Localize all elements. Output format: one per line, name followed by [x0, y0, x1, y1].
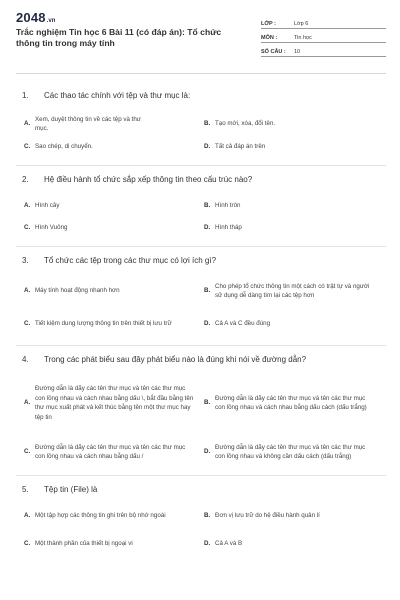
option-b[interactable] [202, 501, 382, 531]
meta-info [261, 16, 386, 70]
meta-label: LỚP : [261, 21, 276, 27]
option-c[interactable] [22, 137, 202, 157]
option-letter: B. [204, 287, 211, 295]
option-a[interactable] [22, 377, 202, 429]
page-title: Trắc nghiệm Tin học 6 Bài 11 (có đáp án): Tổ chức thông tin trong máy tính [16, 27, 222, 48]
option-text: Xem, duyệt thông tin về các tệp và thư mục. [35, 115, 141, 132]
option-text: Cho phép tổ chức thông tin một cách có trật tự và người sử dụng dễ dàng tìm lại các tệp hơn [215, 282, 370, 299]
option-c[interactable] [22, 217, 202, 239]
option-letter: D. [204, 143, 211, 151]
answer-options [22, 273, 382, 339]
option-text: Đường dẫn là dãy các tên thư mục và tên các thư mục con lồng nhau và cách nhau bằng dấu / [35, 443, 186, 460]
option-letter: C. [24, 224, 31, 232]
option-letter: A. [24, 120, 31, 128]
option-letter: A. [24, 399, 31, 407]
option-letter: A. [24, 287, 31, 295]
option-text: Hình cây [35, 202, 60, 210]
option-c[interactable] [22, 531, 202, 557]
question-text: Tệp tin (File) là [44, 485, 98, 494]
option-c[interactable] [22, 309, 202, 339]
option-text: Tất cả đáp án trên [215, 143, 266, 151]
site-logo[interactable] [16, 10, 244, 25]
question-4 [16, 346, 386, 469]
option-letter: C. [24, 143, 31, 151]
question-header [22, 484, 382, 495]
option-a[interactable] [22, 111, 202, 137]
meta-row-subject [261, 30, 386, 43]
logo-domain: .vn [46, 18, 56, 24]
option-b[interactable] [202, 195, 382, 217]
question-number: 1. [22, 91, 29, 100]
question-number: 5. [22, 485, 29, 494]
option-c[interactable] [22, 435, 202, 469]
option-text: Đường dẫn là dãy các tên thư mục và tên các thư mục con lồng nhau và không cần dấu cách (dấu trắng) [215, 443, 366, 460]
question-header [22, 174, 382, 185]
brand-block [16, 10, 244, 70]
question-number: 4. [22, 355, 29, 364]
question-header [22, 255, 382, 266]
option-letter: A. [24, 202, 31, 210]
question-1 [16, 74, 386, 157]
option-d[interactable] [202, 309, 382, 339]
option-b[interactable] [202, 273, 382, 309]
option-letter: B. [204, 120, 211, 128]
option-letter: C. [24, 448, 31, 456]
answer-options [22, 111, 382, 157]
meta-value: Lớp 6 [294, 21, 309, 27]
question-text: Tổ chức các tệp trong các thư mục có lợi ích gì? [44, 256, 217, 265]
option-d[interactable] [202, 137, 382, 157]
question-header [22, 354, 382, 365]
logo-text: 2048 [16, 10, 46, 25]
option-text: Hình tròn [215, 202, 241, 210]
option-d[interactable] [202, 217, 382, 239]
answer-options [22, 377, 382, 469]
option-a[interactable] [22, 501, 202, 531]
option-text: Hình tháp [215, 224, 242, 232]
question-5 [16, 476, 386, 557]
option-b[interactable] [202, 377, 382, 429]
option-a[interactable] [22, 195, 202, 217]
question-number: 2. [22, 175, 29, 184]
question-3 [16, 247, 386, 339]
option-d[interactable] [202, 435, 382, 469]
answer-options [22, 195, 382, 239]
question-text: Hệ điều hành tổ chức sắp xếp thông tin theo cấu trúc nào? [44, 175, 253, 184]
worksheet-header [16, 10, 386, 70]
option-letter: D. [204, 224, 211, 232]
option-text: Cả A và C đều đúng [215, 320, 271, 328]
option-letter: D. [204, 540, 211, 548]
option-text: Một thành phần của thiết bị ngoại vi [35, 540, 133, 548]
option-text: Đường dẫn là dãy các tên thư mục và tên các thư mục con lồng nhau và cách nhau bằng dấu \, bắt đầu bằng tên thư mục xuất phát và kết thúc bằng tên một thư mục hay tệp tin [35, 385, 194, 421]
answer-options [22, 501, 382, 557]
option-letter: C. [24, 320, 31, 328]
option-letter: B. [204, 202, 211, 210]
option-text: Máy tính hoạt động nhanh hơn [35, 287, 120, 295]
question-number: 3. [22, 256, 29, 265]
option-text: Tiết kiệm dung lượng thông tin trên thiết bị lưu trữ [35, 320, 172, 328]
option-letter: B. [204, 512, 211, 520]
meta-value: 10 [294, 49, 301, 55]
meta-value: Tin học [294, 35, 312, 41]
option-text: Đơn vị lưu trữ do hệ điều hành quản lí [215, 512, 320, 520]
meta-row-count [261, 44, 386, 57]
question-text: Các thao tác chính với tệp và thư mục là: [44, 91, 191, 100]
option-letter: D. [204, 448, 211, 456]
meta-label: MÔN : [261, 35, 278, 41]
option-text: Cả A và B [215, 540, 243, 548]
option-text: Đường dẫn là dãy các tên thư mục và tên các thư mục con lồng nhau và cách nhau bằng dấu cách (dấu trắng) [215, 394, 367, 411]
option-text: Tạo mới, xóa, đổi tên. [215, 120, 276, 128]
question-header [22, 90, 382, 101]
option-b[interactable] [202, 111, 382, 137]
option-text: Hình Vuông [35, 224, 68, 232]
question-2 [16, 166, 386, 239]
option-text: Sao chép, di chuyển. [35, 143, 93, 151]
option-letter: B. [204, 399, 211, 407]
option-a[interactable] [22, 273, 202, 309]
meta-row-grade [261, 16, 386, 29]
option-letter: C. [24, 540, 31, 548]
option-letter: A. [24, 512, 31, 520]
option-d[interactable] [202, 531, 382, 557]
question-text: Trong các phát biểu sau đây phát biểu nào là đúng khi nói về đường dẫn? [44, 355, 307, 364]
meta-label: SỐ CÂU : [261, 49, 286, 55]
option-letter: D. [204, 320, 211, 328]
option-text: Một tập hợp các thông tin ghi trên bộ nhớ ngoài [35, 512, 166, 520]
